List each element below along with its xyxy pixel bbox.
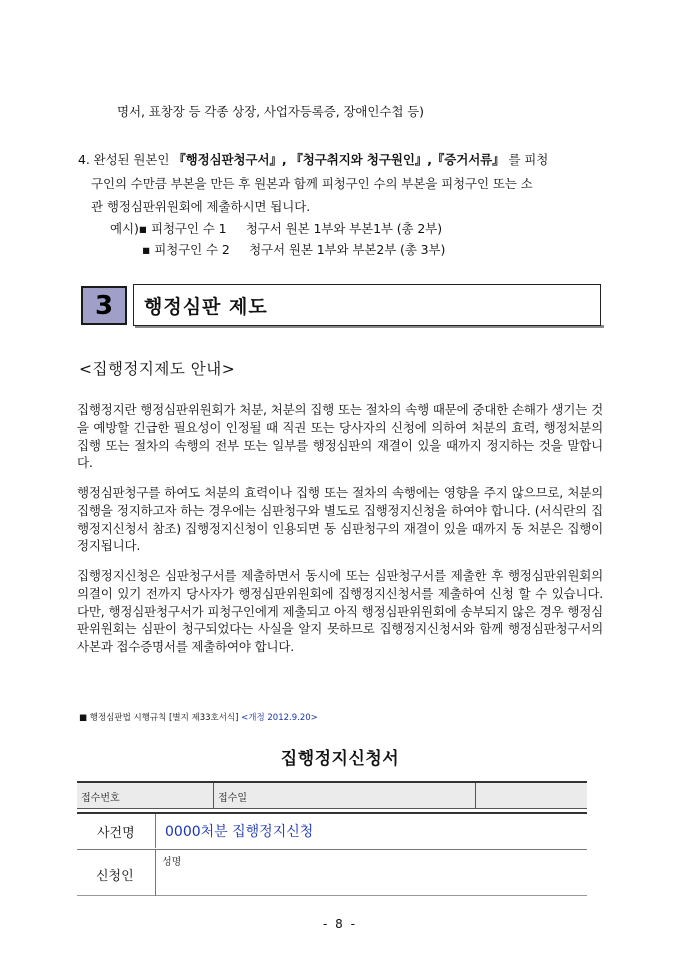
receipt-date-cell <box>214 782 476 809</box>
case-label: 사건명 <box>97 826 135 841</box>
applicant-row <box>77 849 587 896</box>
doc-name-purpose-cause: 『청구취지와 청구원인』, <box>290 152 432 167</box>
example-2: ▪ 피청구인 수 2 청구서 원본 1부와 부본2부 (총 3부) <box>142 242 446 257</box>
applicant-label: 신청인 <box>96 869 134 884</box>
example-1-text: ▪ 피청구인 수 1 청구서 원본 1부와 부본1부 (총 2부) <box>138 221 443 236</box>
section-title: 행정심판 제도 <box>144 296 268 318</box>
section-number: 3 <box>81 286 127 325</box>
receipt-number-label: 접수번호 <box>81 793 120 804</box>
form-revision: <개정 2012.9.20> <box>241 713 318 723</box>
list-continuation: 명서, 표창장 등 각종 상장, 사업자등록증, 장애인수첩 등) <box>117 104 424 119</box>
case-row <box>77 812 587 850</box>
example-1 <box>110 221 442 237</box>
item-4-line-1 <box>78 152 548 168</box>
form-source <box>79 711 318 723</box>
receipt-number-cell <box>77 782 214 809</box>
form-title: 집행정지신청서 <box>280 749 400 769</box>
item-4-number: 4. <box>78 152 90 167</box>
doc-name-evidence: 『증거서류』 <box>431 152 505 167</box>
example-prefix: 예시) <box>110 221 139 236</box>
applicant-divider <box>155 849 156 896</box>
subheading: <집행정지제도 안내> <box>79 360 236 378</box>
case-divider <box>155 814 156 848</box>
item-4-line-3: 관 행정심판위원회에 제출하시면 됩니다. <box>91 199 311 214</box>
receipt-table <box>77 781 587 809</box>
item-4-line-2: 구인의 수만큼 부본을 만든 후 원본과 함께 피청구인 수의 부본을 피청구인 또는 소 <box>91 176 533 191</box>
receipt-date-label: 접수일 <box>218 793 247 804</box>
paragraph-1: 집행정지란 행정심판위원회가 처분, 처분의 집행 또는 절차의 속행 때문에 중대한 손해가 생기는 것을 예방할 긴급한 필요성이 인정될 때 직권 또는 당사자의 신청에 의하여 처분의 효력, 행정처분의 집행 또는 절차의 속행의 전부 또는 일부를 행정심판의 재결이 있을 때까지 정지하는 것을 말합니다. <box>77 402 603 471</box>
paragraph-3: 집행정지신청은 심판청구서를 제출하면서 동시에 또는 심판청구서를 제출한 후 행정심판위원회의 의결이 있기 전까지 당사자가 행정심판위원회에 집행정지신청서를 제출하여 신청 할 수 있습니다. 다만, 행정심판청구서가 피청구인에게 제출되고 아직 행정심판위원회에 송부되지 않은 경우 행정심판위원회는 심판이 청구되었다는 사실을 알지 못하므로 집행정지신청서와 함께 행정심판청구서의 사본과 접수증명서를 제출하여야 합니다. <box>77 568 603 655</box>
section-title-box <box>133 284 601 326</box>
item-4-text: 완성된 원본인 <box>93 152 174 167</box>
paragraph-2: 행정심판청구를 하여도 처분의 효력이나 집행 또는 절차의 속행에는 영향을 주지 않으므로, 처분의 집행을 정지하고자 하는 경우에는 심판청구와 별도로 집행정지신청을 하여야 합니다. (서식란의 집행정지신청서 참조) 집행정지신청이 인용되면 동 심판청구의 재결이 있을 때까지 동 처분은 집행이 정지됩니다. <box>77 485 603 554</box>
page-number: - 8 - <box>323 917 357 931</box>
case-value: 0000처분 집행정지신청 <box>165 824 314 840</box>
item-4-text-end: 를 피청 <box>508 152 549 167</box>
receipt-blank-cell <box>476 782 588 809</box>
doc-name-petition: 『행정심판청구서』, <box>173 152 287 167</box>
form-source-text: ■ 행정심판법 시행규칙 [별지 제33호서식] <box>79 713 242 723</box>
name-label: 성명 <box>162 857 182 868</box>
